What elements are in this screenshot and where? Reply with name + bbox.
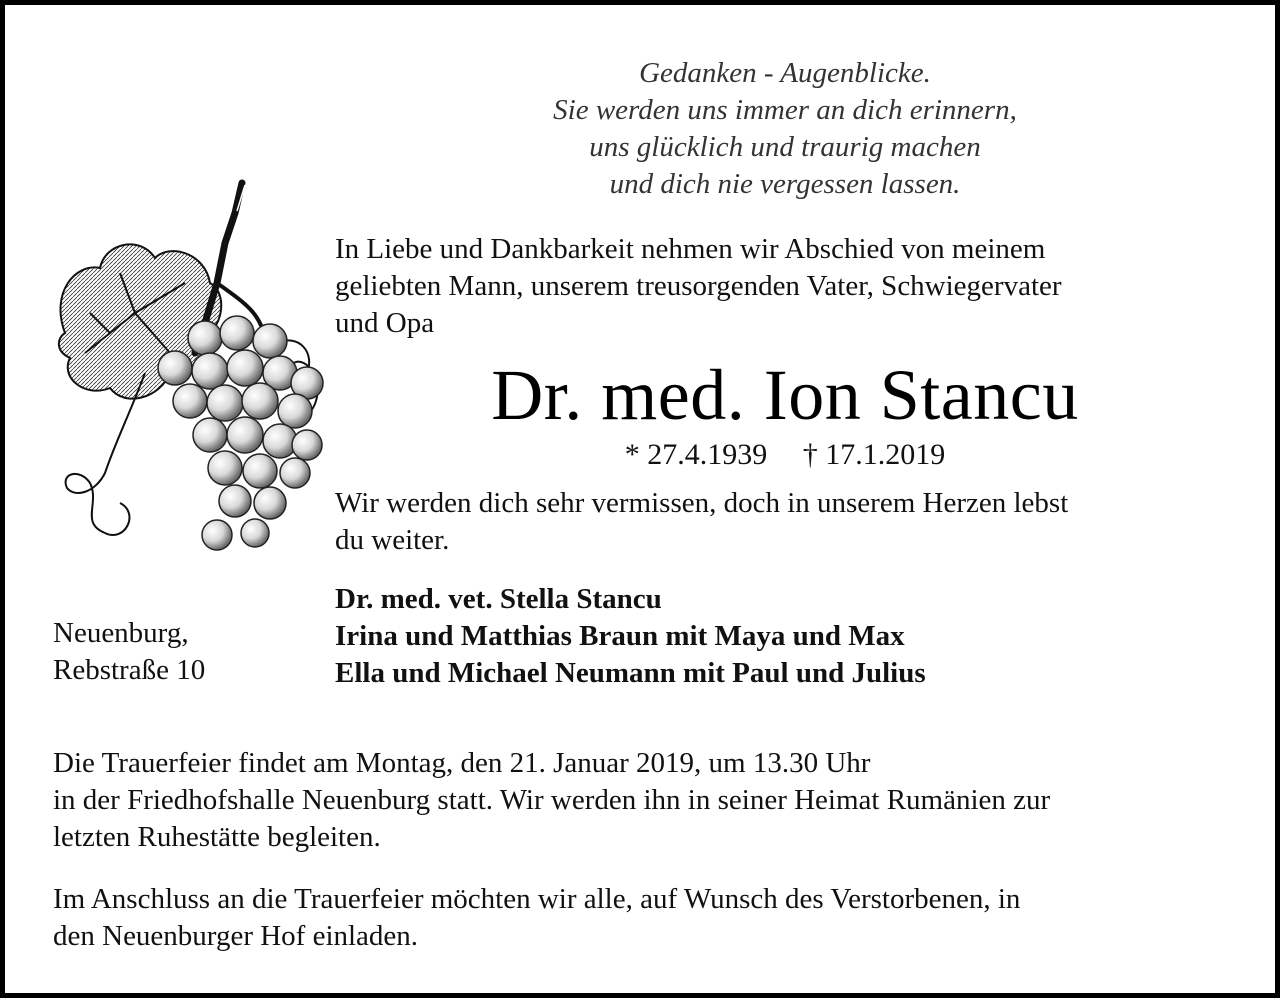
address-block xyxy=(53,615,313,689)
motto-line: uns glücklich und traurig machen xyxy=(589,131,981,163)
motto-line: Gedanken - Augenblicke. xyxy=(639,57,931,89)
closing-text xyxy=(335,485,1235,559)
mourner-entry: Irina und Matthias Braun mit Maya und Max xyxy=(335,620,905,652)
mourner-entry: Dr. med. vet. Stella Stancu xyxy=(335,583,662,615)
deceased-name: Dr. med. Ion Stancu xyxy=(491,355,1079,435)
intro-line: geliebten Mann, unserem treusorgenden Vater, Schwiegervater xyxy=(335,270,1062,302)
ceremony-line: letzten Ruhestätte begleiten. xyxy=(53,821,381,853)
closing-line: Wir werden dich sehr vermissen, doch in unserem Herzen lebst xyxy=(335,487,1069,519)
motto-verse xyxy=(335,55,1235,203)
address-street: Rebstraße 10 xyxy=(53,654,206,686)
life-dates xyxy=(335,435,1235,475)
intro-line: und Opa xyxy=(335,307,435,339)
ceremony-line: Die Trauerfeier findet am Montag, den 21. Januar 2019, um 13.30 Uhr xyxy=(53,747,871,779)
motto-line: Sie werden uns immer an dich erinnern, xyxy=(553,94,1017,126)
intro-line: In Liebe und Dankbarkeit nehmen wir Abschied von meinem xyxy=(335,233,1046,265)
mourners-list xyxy=(335,581,1235,692)
invite-line: den Neuenburger Hof einladen. xyxy=(53,920,419,952)
reception-invite xyxy=(53,881,1253,955)
invite-line: Im Anschluss an die Trauerfeier möchten wir alle, auf Wunsch des Verstorbenen, in xyxy=(53,883,1021,915)
farewell-intro xyxy=(335,231,1235,342)
mourner-entry: Ella und Michael Neumann mit Paul und Julius xyxy=(335,657,926,689)
birth-date: * 27.4.1939 xyxy=(624,438,768,471)
closing-line: du weiter. xyxy=(335,524,450,556)
death-date: † 17.1.2019 xyxy=(802,438,946,471)
grapevine-icon xyxy=(45,173,330,573)
address-city: Neuenburg, xyxy=(53,617,189,649)
ceremony-line: in der Friedhofshalle Neuenburg statt. Wir werden ihn in seiner Heimat Rumänien zur xyxy=(53,784,1051,816)
motto-line: und dich nie vergessen lassen. xyxy=(609,168,961,200)
ceremony-info xyxy=(53,745,1253,856)
